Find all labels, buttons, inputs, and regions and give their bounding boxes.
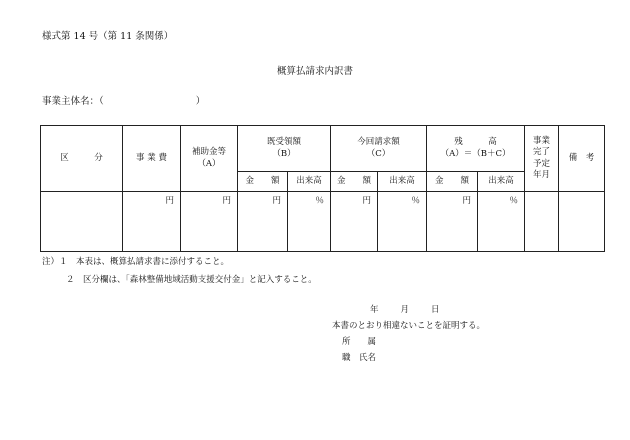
note-1: 注）１ 本表は、概算払請求書に添付すること。 [42, 257, 230, 267]
subheader-balance-progress: 出来高 [478, 172, 525, 192]
note-2: ２ 区分欄は、「森林整備地域活動支援交付金」と記入すること。 [66, 275, 317, 285]
header-completion-line: 事業 [533, 135, 551, 146]
cell-balance-amount[interactable]: 円 [427, 192, 478, 252]
header-balance-label: 残 高 [454, 137, 497, 148]
header-project-cost: 事 業 費 [123, 126, 181, 192]
date-day: 日 [431, 305, 440, 315]
header-subsidy-label: 補助金等 [191, 147, 226, 158]
cell-project-cost[interactable]: 円 [123, 192, 181, 252]
header-received [238, 126, 331, 172]
header-remarks: 備 考 [559, 126, 605, 192]
subheader-received-progress: 出来高 [288, 172, 331, 192]
subheader-current-amount: 金 額 [331, 172, 378, 192]
header-current-label: 今回請求額 [357, 137, 400, 148]
cell-received-amount[interactable]: 円 [238, 192, 288, 252]
header-category: 区 分 [41, 126, 123, 192]
subheader-current-progress: 出来高 [378, 172, 427, 192]
certification-statement: 本書のとおり相違ないことを証明する。 [332, 321, 486, 331]
cell-subsidy[interactable]: 円 [181, 192, 238, 252]
cell-completion[interactable] [525, 192, 559, 252]
cell-current-progress[interactable]: ％ [378, 192, 427, 252]
header-completion-line: 年月 [533, 169, 551, 180]
affiliation-label: 所 属 [342, 337, 377, 347]
entity-name-close: ） [195, 96, 206, 107]
date-line [370, 306, 440, 315]
header-subsidy [181, 126, 238, 192]
breakdown-table [40, 125, 605, 252]
cell-remarks[interactable] [559, 192, 605, 252]
header-balance [427, 126, 525, 172]
cell-category[interactable] [41, 192, 123, 252]
cell-current-amount[interactable]: 円 [331, 192, 378, 252]
date-month: 月 [400, 305, 410, 315]
header-current [331, 126, 427, 172]
title-name-label: 職 氏名 [342, 353, 377, 363]
document-title: 概算払請求内訳書 [276, 66, 353, 77]
header-completion-line: 完了 [533, 147, 551, 158]
header-current-symbol: （C） [366, 148, 391, 159]
header-completion [525, 126, 559, 192]
form-number: 様式第 14 号（第 11 条関係） [42, 31, 174, 42]
cell-balance-progress[interactable]: ％ [478, 192, 525, 252]
subheader-balance-amount: 金 額 [427, 172, 478, 192]
entity-name-label: 事業主体名：（ [42, 96, 104, 107]
date-year: 年 [370, 305, 379, 315]
subheader-received-amount: 金 額 [238, 172, 288, 192]
entity-name-line [42, 97, 205, 107]
cell-received-progress[interactable]: ％ [288, 192, 331, 252]
header-received-label: 既受領額 [267, 137, 302, 148]
header-received-symbol: （B） [272, 148, 296, 159]
header-balance-formula: （A）＝（B＋C） [440, 148, 511, 159]
header-subsidy-symbol: （A） [197, 158, 221, 169]
header-completion-line: 予定 [533, 158, 551, 169]
